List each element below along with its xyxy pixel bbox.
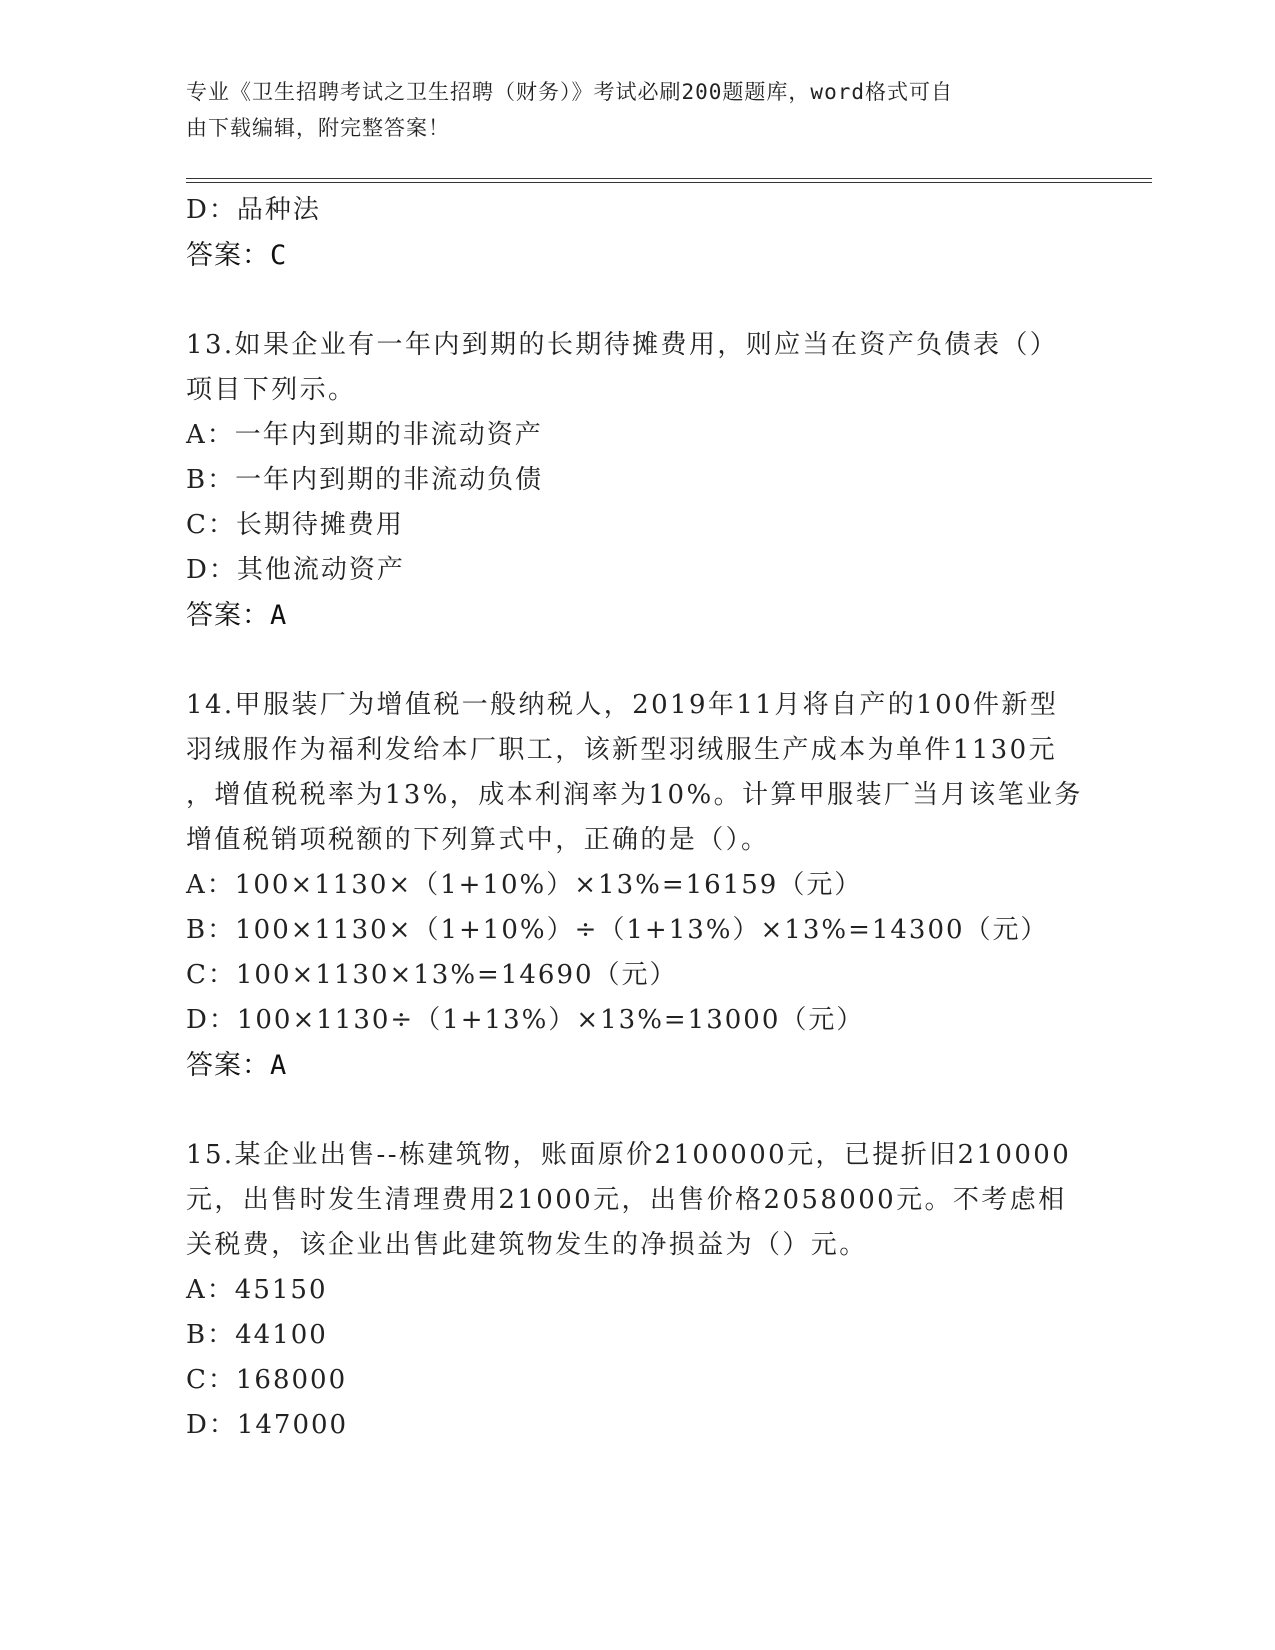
question-15-option-d: D：147000 (186, 1410, 349, 1440)
document-header (186, 74, 1066, 146)
question-14-stem-line: 羽绒服作为福利发给本厂职工，该新型羽绒服生产成本为单件1130元 (186, 735, 1057, 765)
question-14-option-c: C：100×1130×13%=14690（元） (186, 960, 678, 990)
spacer (186, 638, 1086, 683)
header-rule-bottom (186, 182, 1152, 183)
question-13-stem-line: 13.如果企业有一年内到期的长期待摊费用，则应当在资产负债表（） (186, 330, 1059, 360)
spacer (186, 1088, 1086, 1133)
prev-answer: 答案：C (186, 240, 288, 271)
question-15-stem (186, 1133, 1086, 1268)
question-15-option-a: A：45150 (186, 1275, 328, 1305)
question-14-stem-line: 14.甲服装厂为增值税一般纳税人，2019年11月将自产的100件新型 (186, 690, 1059, 720)
question-15-option-b: B：44100 (186, 1320, 328, 1350)
header-line-1: 专业《卫生招聘考试之卫生招聘（财务）》考试必刷200题题库，word格式可自 (186, 80, 953, 104)
question-14-stem-line: ，增值税税率为13%，成本利润率为10%。计算甲服装厂当月该笔业务 (186, 780, 1083, 810)
header-line-2: 由下载编辑，附完整答案！ (186, 116, 450, 140)
prev-option-d: D：品种法 (186, 195, 321, 225)
question-14-option-b: B：100×1130×（1+10%）÷（1+13%）×13%=14300（元） (186, 915, 1049, 945)
question-14-answer: 答案：A (186, 1050, 288, 1081)
question-14-stem (186, 683, 1086, 863)
question-13-answer: 答案：A (186, 600, 288, 631)
question-15-stem-line: 15.某企业出售--栋建筑物，账面原价2100000元，已提折旧210000 (186, 1140, 1072, 1170)
header-rule-top (186, 178, 1152, 179)
question-15-stem-line: 关税费，该企业出售此建筑物发生的净损益为（）元。 (186, 1230, 868, 1260)
question-14-option-d: D：100×1130÷（1+13%）×13%=13000（元） (186, 1005, 865, 1035)
question-14-stem-line: 增值税销项税额的下列算式中，正确的是（）。 (186, 825, 770, 855)
spacer (186, 278, 1086, 323)
question-13-option-d: D：其他流动资产 (186, 555, 405, 585)
question-15-stem-line: 元，出售时发生清理费用21000元，出售价格2058000元。不考虑相 (186, 1185, 1067, 1215)
question-14-option-a: A：100×1130×（1+10%）×13%=16159（元） (186, 870, 863, 900)
question-13-stem-line: 项目下列示。 (186, 375, 357, 405)
question-13-option-b: B：一年内到期的非流动负债 (186, 465, 544, 495)
question-13-option-c: C：长期待摊费用 (186, 510, 404, 540)
document-body (186, 188, 1086, 1448)
question-13-option-a: A：一年内到期的非流动资产 (186, 420, 543, 450)
question-15-option-c: C：168000 (186, 1365, 348, 1395)
question-13-stem (186, 323, 1086, 413)
